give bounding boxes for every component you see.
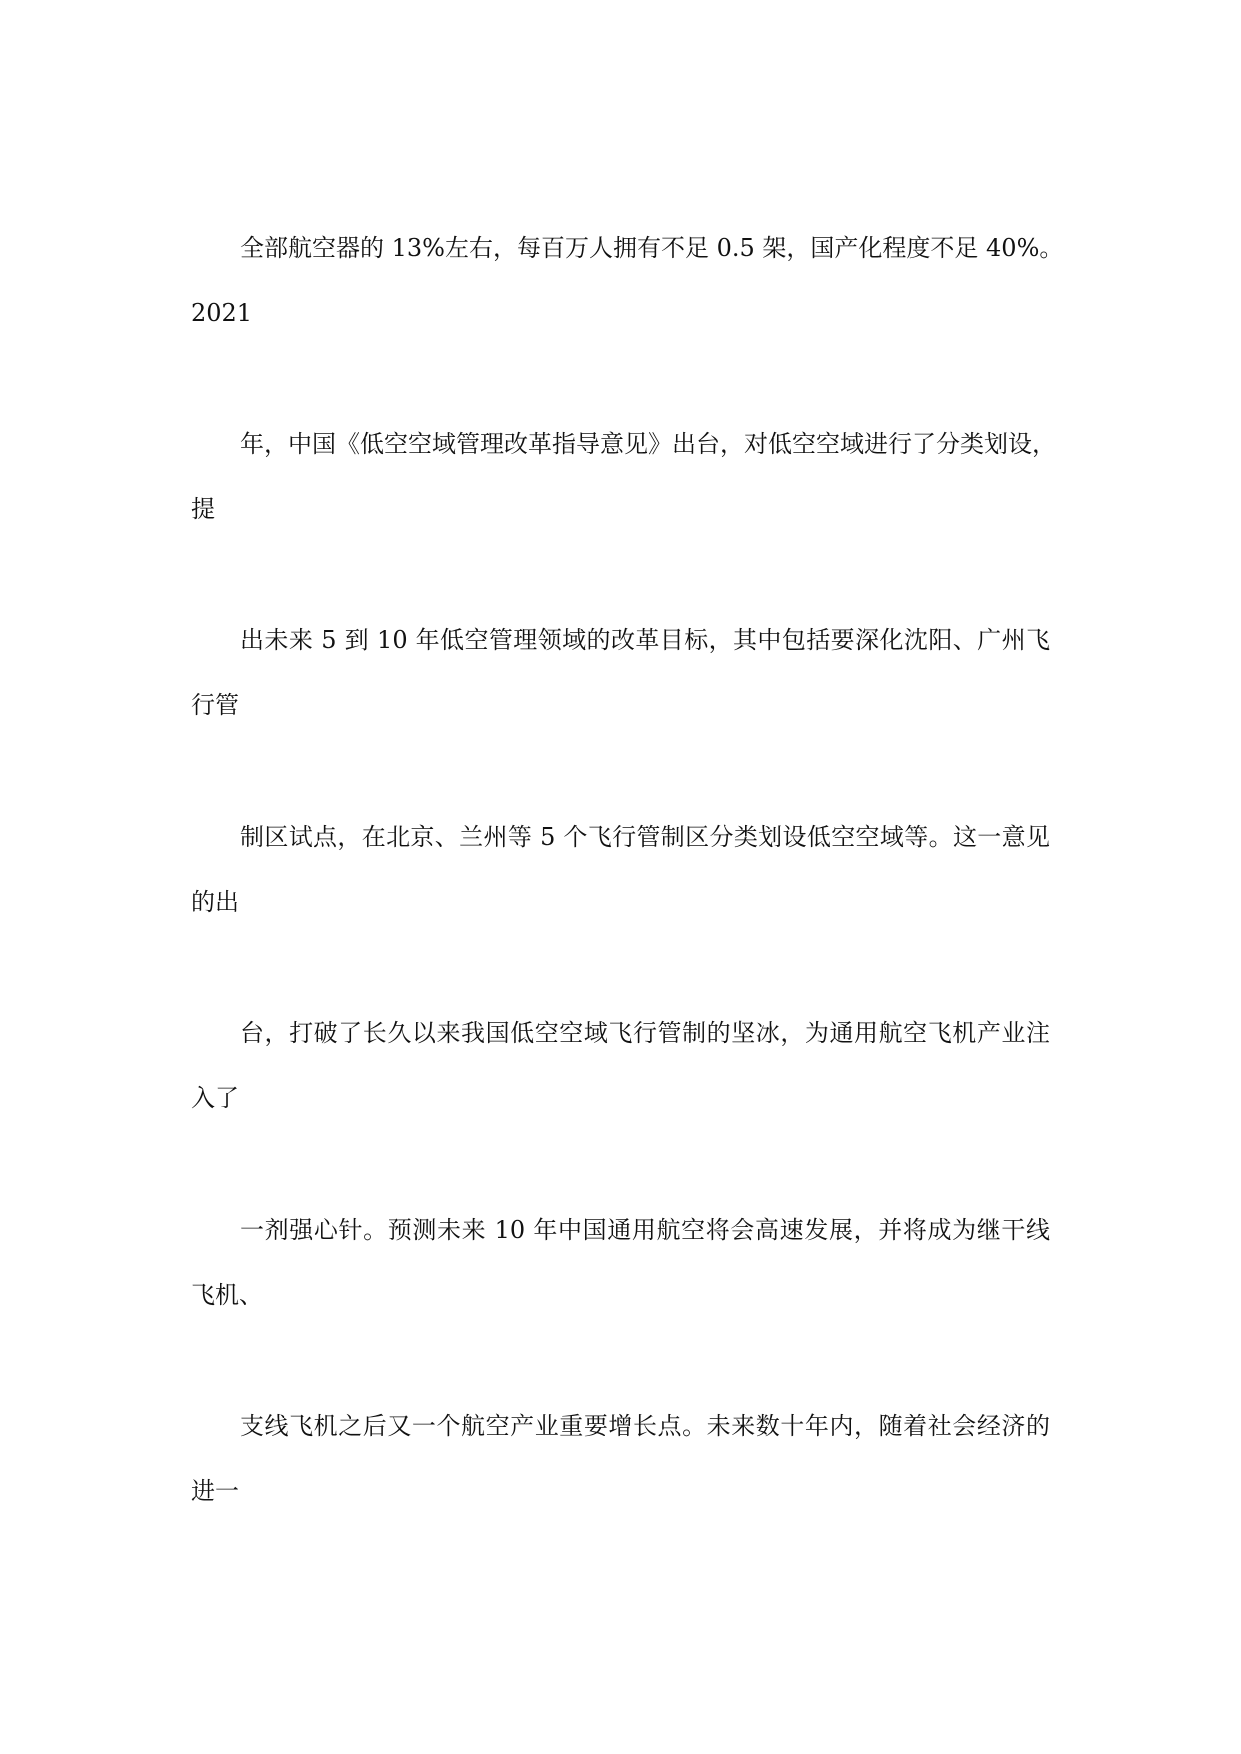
paragraph-2-line-2: 提 [191, 495, 215, 523]
paragraph-3-line-2: 行管 [191, 691, 239, 719]
paragraph-6-line-1: 一剂强心针。预测未来 10 年中国通用航空将会高速发展，并将成为继干线 [240, 1216, 1050, 1244]
paragraph-6-line-2: 飞机、 [191, 1281, 263, 1309]
paragraph-3-line-1: 出未来 5 到 10 年低空管理领域的改革目标，其中包括要深化沈阳、广州飞 [240, 626, 1050, 654]
paragraph-5-line-2: 入了 [191, 1084, 239, 1112]
paragraph-7-line-1: 支线飞机之后又一个航空产业重要增长点。未来数十年内，随着社会经济的 [240, 1412, 1050, 1440]
paragraph-4-line-1: 制区试点，在北京、兰州等 5 个飞行管制区分类划设低空空域等。这一意见 [240, 823, 1050, 851]
paragraph-1-line-2: 2021 [191, 299, 253, 327]
paragraph-5-line-1: 台，打破了长久以来我国低空空域飞行管制的坚冰，为通用航空飞机产业注 [240, 1019, 1050, 1047]
paragraph-4-line-2: 的出 [191, 888, 239, 916]
paragraph-1-line-1: 全部航空器的 13%左右，每百万人拥有不足 0.5 架，国产化程度不足 40%。 [240, 234, 1064, 262]
paragraph-7-line-2: 进一 [191, 1477, 239, 1505]
paragraph-2-line-1: 年，中国《低空空域管理改革指导意见》出台，对低空空域进行了分类划设， [240, 430, 1056, 458]
